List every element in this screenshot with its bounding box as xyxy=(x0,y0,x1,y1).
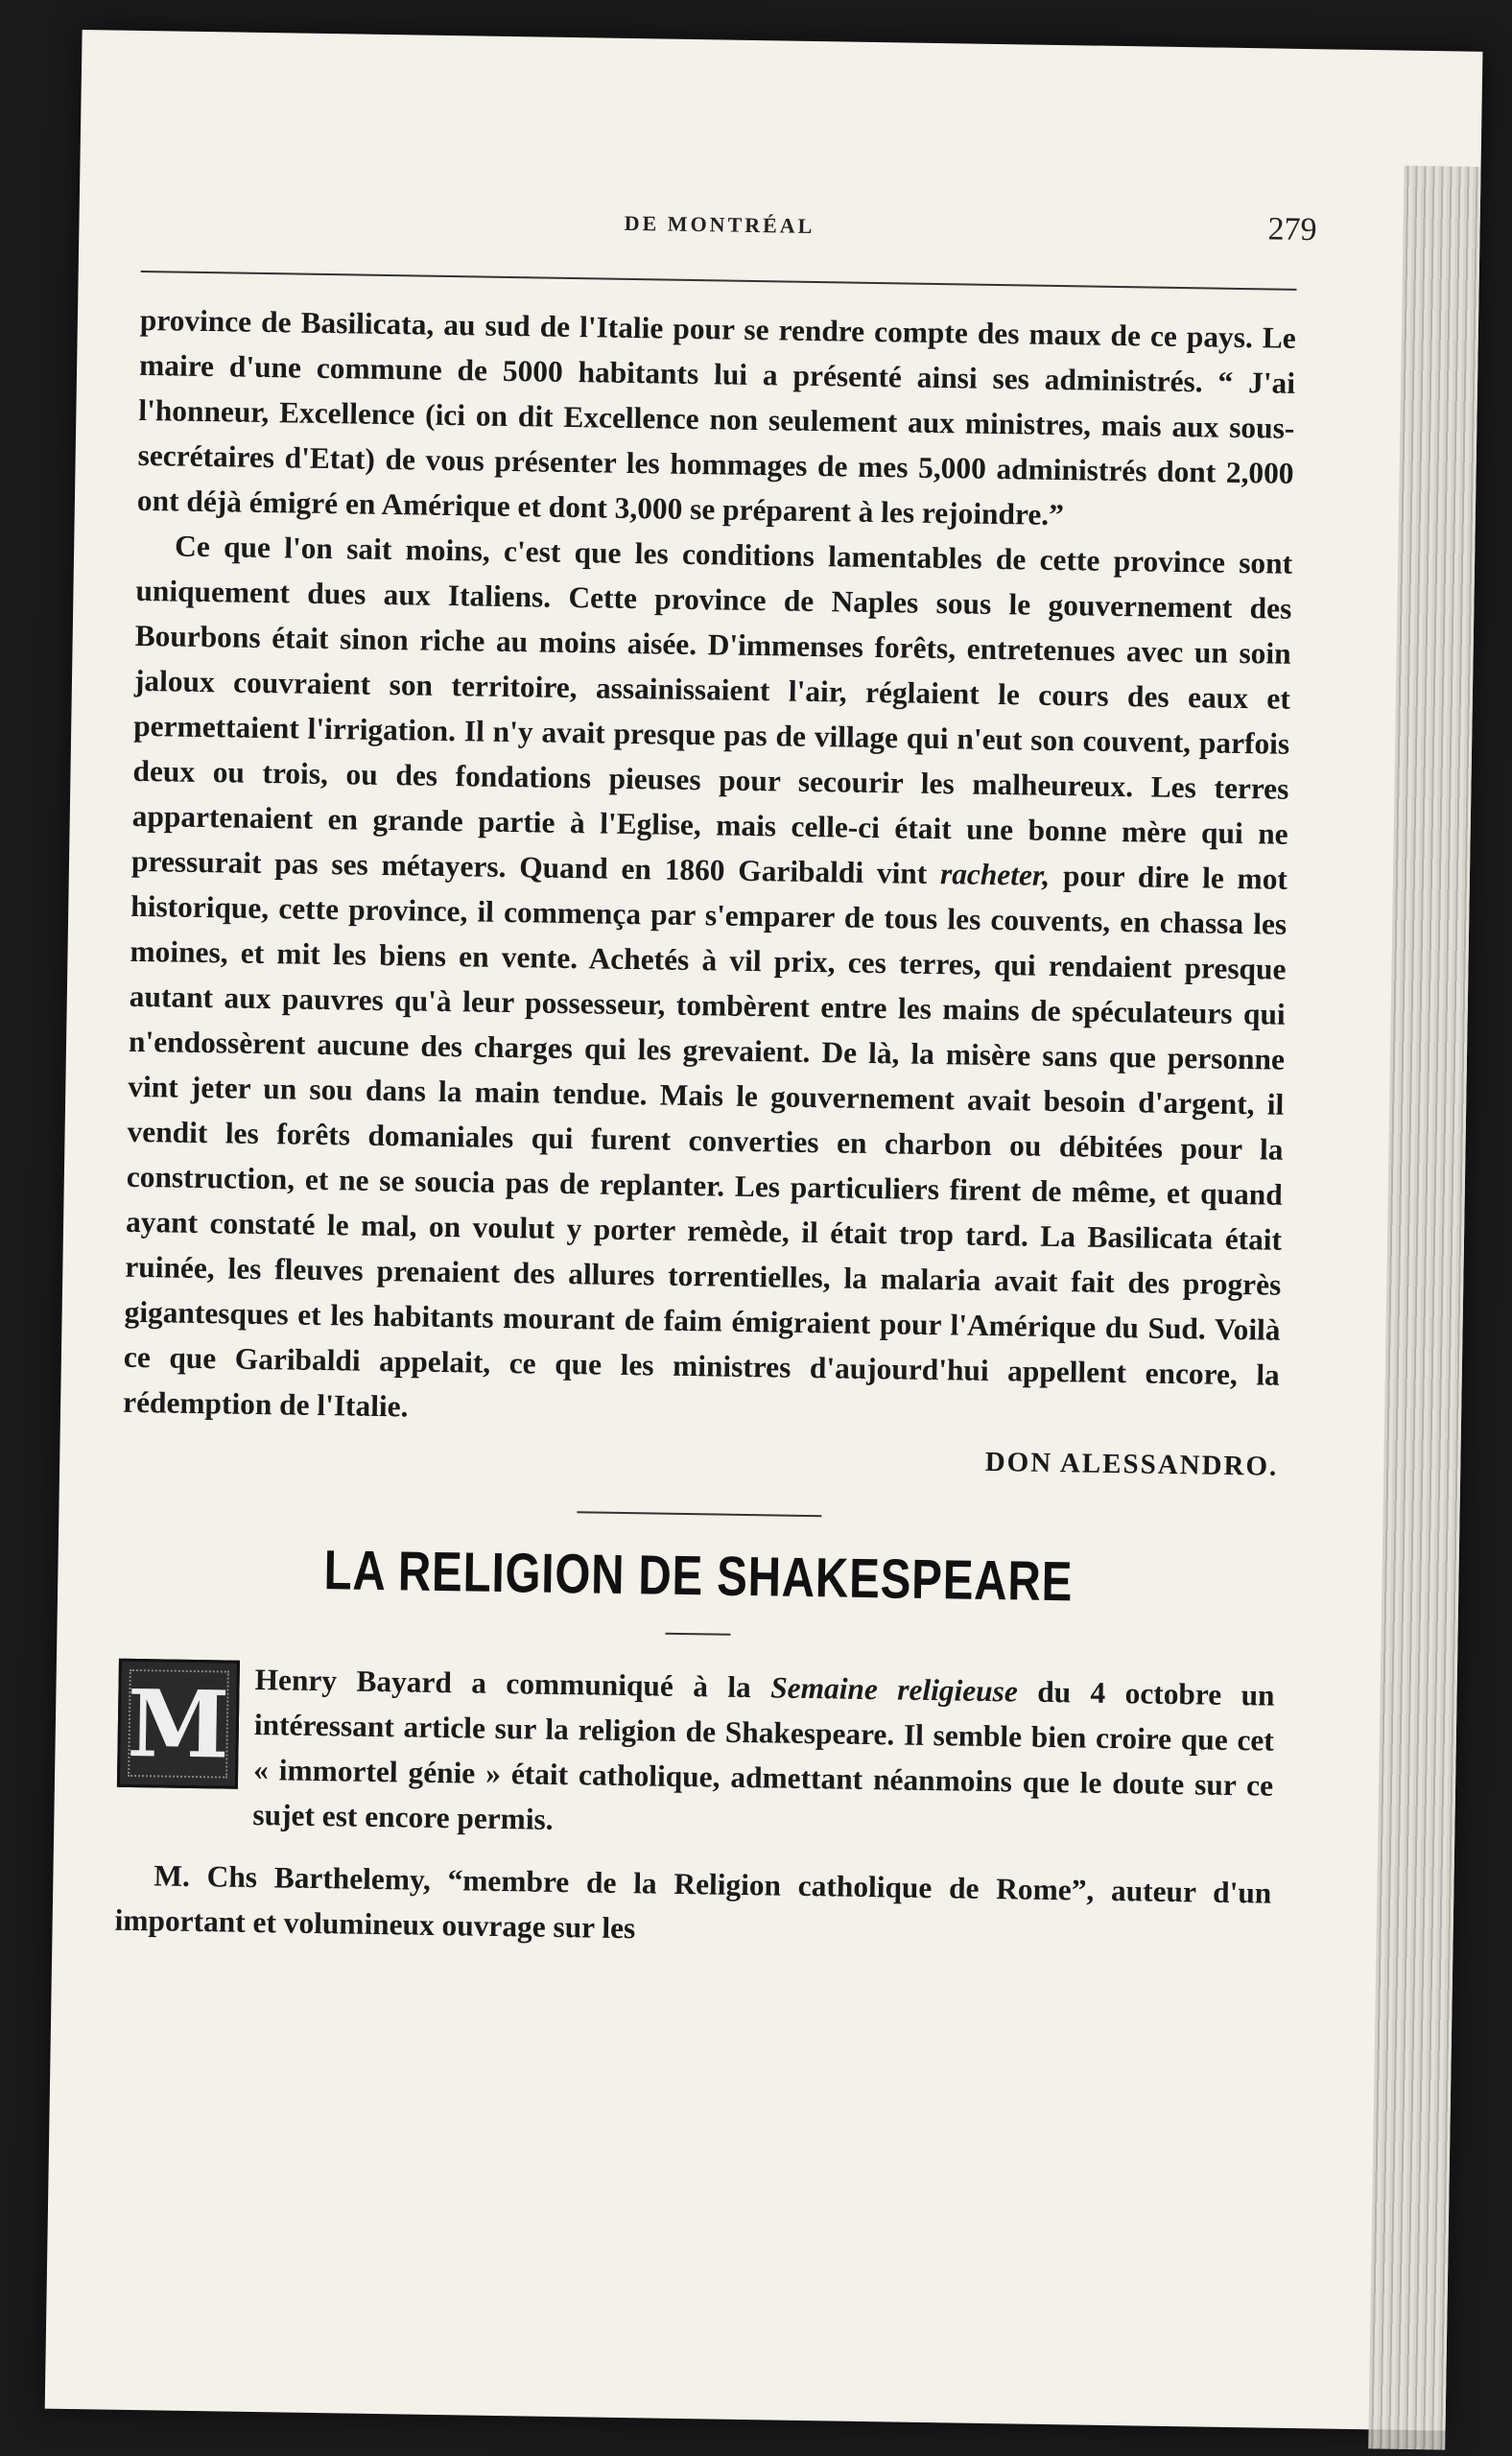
article-body xyxy=(114,1655,1275,1961)
section-divider xyxy=(577,1511,821,1517)
previous-article-text xyxy=(122,297,1296,1490)
paragraph-2 xyxy=(123,523,1293,1443)
running-head xyxy=(141,203,1317,279)
paragraph-2-b: pour dire le mot historique, cette province, il commença par s'emparer de tous les couvents, en chassa les moines, et mit les biens en vente. Achetés à vil prix, ces terres, qui rendaient presque autant aux pauvres qu'à leur possesseur, tombèrent entre les mains de spéculateurs qui n'endossèrent aucune des charges qui les grevaient. De là, la misère sans que personne vint jeter un sou dans la main tendue. Mais le gouvernement avait besoin d'argent, il vendit les forêts domaniales qui furent converties en charbon ou débitées pour la construction, et ne se soucia pas de replanter. Les particuliers firent de même, et quand ayant constaté le mal, on voulut y porter remède, il était trop tard. La Basilicata était ruinée, les fleuves prenaient des allures torrentielles, la malaria avait fait des progrès gigantesques et les habitants mourant de faim émigraient pour l'Amérique du Sud. Voilà ce que Garibaldi appelait, ce que les ministres d'aujourd'hui appellent encore, la rédemption de l'Italie. xyxy=(122,859,1288,1424)
article-paragraph-2: M. Chs Barthelemy, “membre de la Religion catholique de Rome”, auteur d'un important et volumineux ouvrage sur les xyxy=(114,1858,1272,1946)
dropcap-letter: M xyxy=(126,1668,230,1780)
page-number: 279 xyxy=(1267,211,1317,248)
dropcap-ornament xyxy=(117,1659,240,1789)
article-p1-italic: Semaine religieuse xyxy=(769,1670,1019,1709)
article-title: LA RELIGION DE SHAKESPEARE xyxy=(323,1539,1074,1614)
page-content xyxy=(114,203,1317,1961)
page-stack-edge xyxy=(1368,166,1480,2450)
signature: DON ALESSANDRO. xyxy=(984,1446,1279,1482)
article-p1-b: du 4 octobre un intéressant article sur la religion de Shakespeare. Il semble bien croire que cet « immortel génie » était catholique, admettant néanmoins que le doute sur ce sujet est encore permis. xyxy=(252,1674,1275,1836)
article-paragraph-1 xyxy=(116,1655,1275,1854)
book-page xyxy=(45,30,1483,2431)
running-title: DE MONTRÉAL xyxy=(624,210,815,238)
paragraph-2-a: Ce que l'on sait moins, c'est que les conditions lamentables de cette province sont uniquement dues aux Italiens. Cette province de Naples sous le gouvernement des Bourbons était sinon riche au moins aisée. D'immenses forêts, entretenues avec un soin jaloux couvraient son territoire, assainissaient l'air, réglaient le cours des eaux et permettaient l'irrigation. Il n'y avait presque pas de village qui n'eut son couvent, parfois deux ou trois, ou des fondations pieuses pour secourir les malheureux. Les terres appartenaient en grande partie à l'Eglise, mais celle-ci était une bonne mère qui ne pressurait pas ses métayers. Quand en 1860 Garibaldi vint xyxy=(130,529,1293,890)
paragraph-1: province de Basilicata, au sud de l'Italie pour se rendre compte des maux de ce pays. Le maire d'une commune de 5000 habitants lui a présenté ainsi ses administrés. “ J'ai l'honneur, Excellence (ici on dit Excellence non seulement aux ministres, mais aux sous-secrétaires d'Etat) de vous présenter les hommages de mes 5,000 administrés dont 2,000 ont déjà émigré en Amérique et dont 3,000 se préparent à les rejoindre.” xyxy=(136,302,1297,532)
paragraph-2-italic: racheter, xyxy=(939,857,1051,892)
article-p1-a: Henry Bayard a communiqué à la xyxy=(254,1662,752,1705)
title-rule xyxy=(665,1633,730,1636)
